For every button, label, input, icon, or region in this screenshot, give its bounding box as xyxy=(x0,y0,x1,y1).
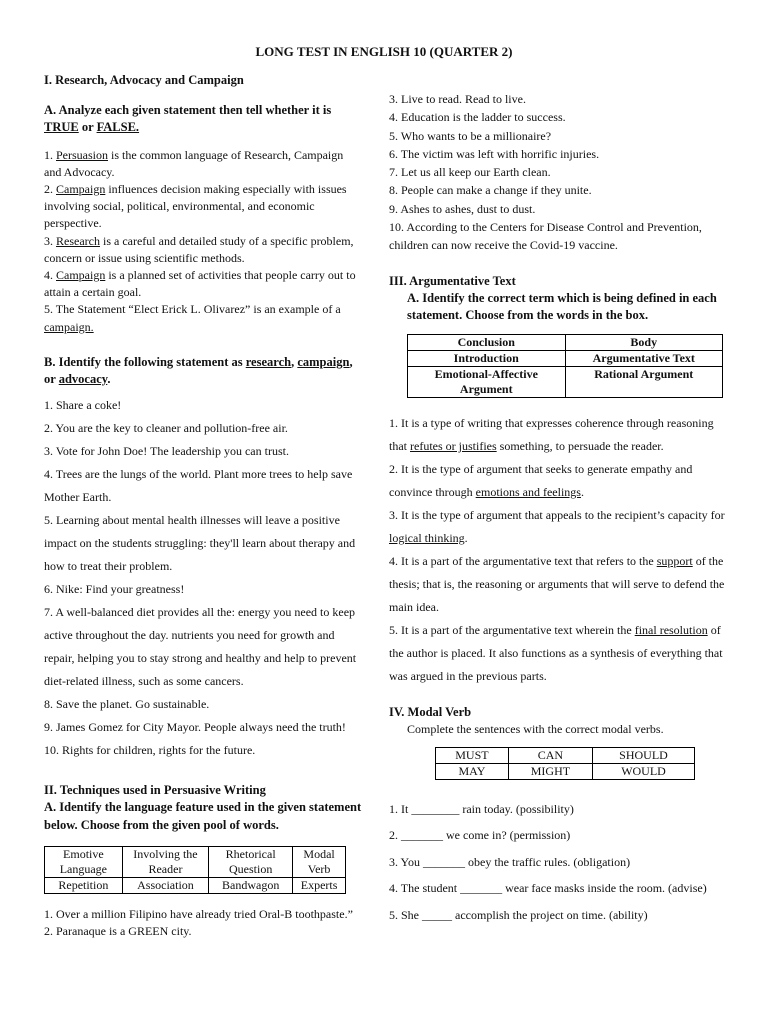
advocacy-word: advocacy xyxy=(58,372,108,387)
true-word: TRUE xyxy=(44,120,79,135)
item-pre: 2. It is the type of argument that seeks to generate empathy and convince through xyxy=(389,462,693,500)
item-term: refutes or justifies xyxy=(410,439,497,454)
item-term: Research xyxy=(56,233,100,248)
item-post: of the author is placed. It also functions as a synthesis of everything that was argued in the previous parts. xyxy=(389,623,723,684)
table-cell: Conclusion xyxy=(408,335,566,351)
table-row xyxy=(436,763,695,779)
item-term: Persuasion xyxy=(56,147,108,162)
section-1a-items xyxy=(44,147,362,336)
list-item: 2. You are the key to cleaner and pollution-free air. xyxy=(44,421,288,436)
list-item: 4. The student _______ wear face masks inside the room. (advise) xyxy=(389,881,707,896)
instr-text: A. Analyze each given statement then tell whether it is xyxy=(44,103,332,118)
table-cell: Emotive Language xyxy=(45,846,123,877)
item-pre: 4. It is a part of the argumentative text that refers to the xyxy=(389,554,657,569)
list-item: 8. People can make a change if they unite. xyxy=(389,183,592,198)
right-column xyxy=(389,90,725,928)
list-item: 1. Share a coke! xyxy=(44,398,122,413)
list-item xyxy=(44,181,362,233)
table-row xyxy=(436,747,695,763)
item-term: final resolution xyxy=(634,623,708,638)
table-cell: SHOULD xyxy=(593,747,695,763)
item-pre: 2. xyxy=(44,182,56,197)
table-cell: Rational Argument xyxy=(565,367,723,398)
item-term: logical thinking xyxy=(389,531,465,546)
period: . xyxy=(107,372,111,387)
item-pre: 3. xyxy=(44,233,56,248)
table-cell: Association xyxy=(122,877,208,893)
list-item xyxy=(44,301,362,335)
table-row xyxy=(408,351,723,367)
item-post: influences decision making especially with issues involving social, political, environmental, and economic perspective. xyxy=(44,182,347,231)
list-item: 2. Paranaque is a GREEN city. xyxy=(44,924,192,939)
list-item: 3. Vote for John Doe! The leadership you can trust. xyxy=(44,444,289,459)
table-cell: CAN xyxy=(508,747,592,763)
table-row xyxy=(408,367,723,398)
table-cell: Rhetorical Question xyxy=(209,846,293,877)
item-pre: 4. xyxy=(44,268,56,283)
list-item: 2. _______ we come in? (permission) xyxy=(389,828,571,843)
item-post: . xyxy=(580,485,584,500)
research-word: research xyxy=(245,354,292,369)
item-post: something, to persuade the reader. xyxy=(496,439,664,454)
list-item: 1. Over a million Filipino have already tried Oral-B toothpaste.” xyxy=(44,906,353,921)
section-2a-instructions: A. Identify the language feature used in the given statement below. Choose from the given pool of words. xyxy=(44,800,362,832)
section-1b-items xyxy=(44,394,362,762)
table-cell: Argumentative Text xyxy=(565,351,723,367)
table-row xyxy=(408,335,723,351)
list-item: 6. Nike: Find your greatness! xyxy=(44,582,185,597)
list-item: 5. She _____ accomplish the project on time. (ability) xyxy=(389,907,648,922)
item-pre: 1. It is a type of writing that expresses coherence through reasoning that xyxy=(389,416,714,454)
list-item: 3. You _______ obey the traffic rules. (obligation) xyxy=(389,854,631,869)
list-item xyxy=(44,233,362,267)
list-item: 4. Trees are the lungs of the world. Plant more trees to help save Mother Earth. xyxy=(44,467,353,505)
item-post: . xyxy=(464,531,468,546)
section-1a-instructions xyxy=(44,102,362,136)
instr-text: or xyxy=(44,372,59,387)
item-pre: 5. The Statement “Elect Erick L. Olivarez” is an example of a xyxy=(44,302,341,317)
list-item: 10. According to the Centers for Disease Control and Prevention, children can now receive the Covid-19 vaccine. xyxy=(389,220,702,253)
item-term: Campaign xyxy=(56,182,106,197)
or-word: or xyxy=(78,120,97,135)
table-cell: Involving the Reader xyxy=(122,846,208,877)
list-item xyxy=(389,412,725,458)
left-column xyxy=(44,72,362,940)
page-title: LONG TEST IN ENGLISH 10 (QUARTER 2) xyxy=(255,44,513,59)
item-pre: 1. xyxy=(44,147,56,162)
campaign-word: campaign xyxy=(297,354,350,369)
list-item xyxy=(389,550,725,619)
table-cell: MUST xyxy=(436,747,509,763)
word-pool-table xyxy=(44,846,346,894)
table-cell: WOULD xyxy=(593,763,695,779)
false-word: FALSE. xyxy=(96,120,140,135)
section-1b-instructions xyxy=(44,354,362,388)
list-item xyxy=(44,147,362,181)
section-1-heading: I. Research, Advocacy and Campaign xyxy=(44,73,244,87)
list-item: 7. Let us all keep our Earth clean. xyxy=(389,165,551,180)
list-item: 5. Who wants to be a millionaire? xyxy=(389,128,552,143)
item-post: is a careful and detailed study of a specific problem, concern or issue using scientific methods. xyxy=(44,233,354,265)
item-pre: 3. It is the type of argument that appeals to the recipient’s capacity for xyxy=(389,508,725,523)
list-item: 10. Rights for children, rights for the future. xyxy=(44,743,256,758)
section-4-heading: IV. Modal Verb xyxy=(389,705,472,720)
item-term: support xyxy=(656,554,693,569)
section-2-items-continued xyxy=(389,90,725,255)
table-row xyxy=(45,846,346,877)
section-2-heading: II. Techniques used in Persuasive Writing xyxy=(44,783,266,798)
list-item: 3. Live to read. Read to live. xyxy=(389,92,526,106)
table-cell: MAY xyxy=(436,763,509,779)
list-item xyxy=(389,458,725,504)
item-post: of the thesis; that is, the reasoning or arguments that will serve to defend the main idea. xyxy=(389,554,725,615)
table-cell: Experts xyxy=(293,877,346,893)
table-cell: MIGHT xyxy=(508,763,592,779)
list-item xyxy=(389,504,725,550)
comma: , xyxy=(291,354,298,369)
table-cell: Modal Verb xyxy=(293,846,346,877)
item-pre: 5. It is a part of the argumentative text wherein the xyxy=(389,623,635,638)
list-item: 5. Learning about mental health illnesses will leave a positive impact on the students struggling: they'll learn about therapy and how to treat their problem. xyxy=(44,513,356,574)
item-post: is a planned set of activities that people carry out to attain a certain goal. xyxy=(44,268,356,300)
item-post: is the common language of Research, Campaign and Advocacy. xyxy=(44,147,344,179)
section-3a-instructions: A. Identify the correct term which is being defined in each statement. Choose from the words in the box. xyxy=(407,290,717,323)
section-3a-items xyxy=(389,412,725,688)
list-item xyxy=(44,267,362,301)
list-item: 8. Save the planet. Go sustainable. xyxy=(44,697,210,712)
table-cell: Emotional-Affective Argument xyxy=(408,367,566,398)
list-item xyxy=(389,619,725,688)
table-cell: Body xyxy=(565,335,723,351)
list-item: 4. Education is the ladder to success. xyxy=(389,110,566,125)
item-term: Campaign xyxy=(56,268,106,283)
list-item: 7. A well-balanced diet provides all the: energy you need to keep active throughout the day. nutrients you need for growth and repair, helping you to stay strong and healthy and help to prevent diet-related illness, such as some cancers. xyxy=(44,605,357,689)
modal-verbs-table xyxy=(435,747,695,780)
item-term: campaign. xyxy=(44,319,94,334)
section-3-heading: III. Argumentative Text xyxy=(389,273,516,288)
comma: , xyxy=(349,354,353,369)
table-row xyxy=(45,877,346,893)
item-term: emotions and feelings xyxy=(475,485,581,500)
table-cell: Introduction xyxy=(408,351,566,367)
section-4-instructions: Complete the sentences with the correct modal verbs. xyxy=(407,722,664,737)
list-item: 9. Ashes to ashes, dust to dust. xyxy=(389,201,536,216)
table-cell: Bandwagon xyxy=(209,877,293,893)
terms-table xyxy=(407,334,723,398)
list-item: 6. The victim was left with horrific injuries. xyxy=(389,146,600,161)
list-item: 9. James Gomez for City Mayor. People always need the truth! xyxy=(44,720,346,735)
table-cell: Repetition xyxy=(45,877,123,893)
list-item: 1. It ________ rain today. (possibility) xyxy=(389,801,574,816)
instr-text: B. Identify the following statement as xyxy=(44,354,246,369)
section-4-items xyxy=(389,796,725,929)
